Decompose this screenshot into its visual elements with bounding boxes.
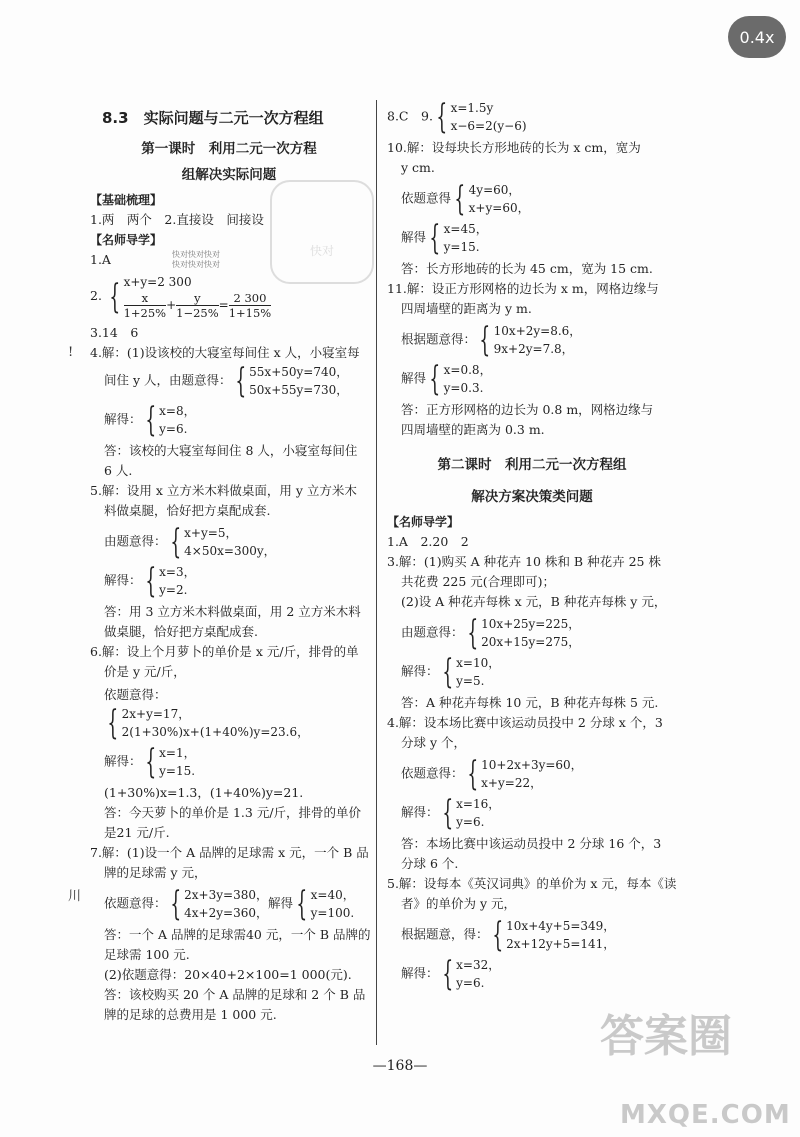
answer-line: 答：该校的大寝室每间住 8 人，小寝室每间住 [104,443,358,458]
equation-block: 依题意得： { 2x+3y=380， 4x+2y=360， 解得 { x=40， y=100. [104,884,355,924]
solution-block: 解得： { x=10， y=5. [401,652,501,692]
section-tag-guide: 【名师导学】 [90,233,163,247]
answer-line: (2)依题意得：20×40+2×100=1 000(元). [104,967,352,982]
lesson1-title-line2: 组解决实际问题 [181,167,277,183]
equation-block: 8.C 9. { x=1.5y x−6=2(y−6) [387,97,527,137]
answer-line: 5.解：设用 x 立方米木料做桌面，用 y 立方米木 [90,483,357,498]
answer-line: 者》的单价为 y 元， [401,896,517,911]
answer-line: 四周墙壁的距离为 0.3 m. [401,422,545,437]
page-number: —168— [372,1058,428,1074]
zoom-indicator[interactable]: 0.4x [728,16,786,58]
equation-block: 由题意得： { x+y=5， 4×50x=300y， [104,522,276,562]
edge-mark: ! [68,345,74,360]
answer-line: (2)设 A 种花卉每株 x 元，B 种花卉每株 y 元， [401,594,667,609]
answer-line: 3.14 6 [90,325,139,340]
answer-line: 4.解：设本场比赛中该运动员投中 2 分球 x 个，3 [387,715,663,730]
right-column [387,96,677,995]
answer-line: 3.解：(1)购买 A 种花卉 10 株和 B 种花卉 25 株 [387,554,661,569]
answer-line: 5.解：设每本《英汉词典》的单价为 x 元，每本《读 [387,876,677,891]
answer-line: 牌的足球的总费用是 1 000 元. [104,1007,277,1022]
solution-block: 解得： { x=32， y=6. [401,954,501,994]
answer-line: 分球 6 个. [401,856,459,871]
equation-block: 间住 y 人，由题意得： { 55x+50y=740， 50x+55y=730， [104,361,349,401]
answer-line: 答：长方形地砖的长为 45 cm，宽为 15 cm. [401,261,653,276]
solution-block: 解得： { x=8， y=6. [104,400,196,440]
equation-block: 依题意得： { 2x+y=17， 2(1+30%)x+(1+40%)y=23.6， [104,687,310,743]
edge-mark: 川 [68,889,82,904]
equation-block: 依题意得 { 4y=60， x+y=60， [401,179,530,219]
solution-block: 解得 { x=45， y=15. [401,218,488,258]
answer-line: (1+30%)x=1.3，(1+40%)y=21. [104,785,304,800]
answer-line: 答：本场比赛中该运动员投中 2 分球 16 个，3 [401,836,662,851]
answer-line: 共花费 225 元(合理即可)； [401,574,556,589]
answer-line: 7.解：(1)设一个 A 品牌的足球需 x 元，一个 B 品 [90,845,369,860]
answer-line: 答：A 种花卉每株 10 元，B 种花卉每株 5 元. [401,695,659,710]
equation-block: 依题意得： { 10+2x+3y=60， x+y=22， [401,754,583,794]
answer-line: 料做桌腿，恰好把方桌配成套. [104,503,271,518]
answer-line: 足球需 100 元. [104,947,190,962]
answer-line: 1.A [90,252,111,267]
answer-line: 答：该校购买 20 个 A 品牌的足球和 2 个 B 品 [104,987,366,1002]
solution-block: 解得 { x=0.8， y=0.3. [401,359,492,399]
answer-line: 答：正方形网格的边长为 0.8 m，网格边缘与 [401,402,654,417]
equation-block: 根据题意，得： { 10x+4y+5=349， 2x+12y+5=141， [401,915,616,955]
answer-line: 答：用 3 立方米木料做桌面，用 2 立方米木料 [104,604,361,619]
watermark-logo: 答案圈 [600,1011,732,1062]
answer-line: 分球 y 个， [401,735,467,750]
answer-line: 答：今天萝卜的单价是 1.3 元/斤，排骨的单价 [104,805,362,820]
answer-line: 价是 y 元/斤， [104,664,186,679]
lesson2-title-line2: 解决方案决策类问题 [471,489,593,505]
answer-line: 1.两 两个 2.直接设 间接设 [90,212,264,227]
answer-line: 6 人. [104,463,133,478]
equation-block: 由题意得： { 10x+25y=225， 20x+15y=275， [401,613,581,653]
answer-line: 四周墙壁的距离为 y m. [401,301,532,316]
answer-line: 6.解：设上个月萝卜的单价是 x 元/斤，排骨的单 [90,644,359,659]
equation-block: 2. { x+y=2 300 $\frac{x}{1+25\%}$ + $\frac{y}{1-25\%}$ = $\frac{2 300}{1+15\%}$ [90,275,272,320]
solution-block: 解得： { x=1， y=15. [104,742,196,782]
solution-block: 解得： { x=3， y=2. [104,561,196,601]
answer-line: 做桌腿，恰好把方桌配成套. [104,624,258,639]
lesson2-title-line1: 第二课时 利用二元一次方程组 [437,457,627,473]
answer-line: 1.A 2.20 2 [387,534,469,549]
answer-line: 10.解：设每块长方形地砖的长为 x cm，宽为 [387,140,641,155]
answer-line: 牌的足球需 y 元， [104,865,207,880]
answer-line: 11.解：设正方形网格的边长为 x m，网格边缘与 [387,281,659,296]
lesson1-title-line1: 第一课时 利用二元一次方程 [141,141,317,157]
tiny-watermark: 快对快对快对 快对快对快对 [172,250,220,269]
solution-block: 解得： { x=16， y=6. [401,793,501,833]
left-column [90,96,371,1025]
equation-block: 根据题意得： { 10x+2y=8.6， 9x+2y=7.8， [401,320,582,360]
section-tag-basics: 【基础梳理】 [90,193,163,207]
answer-line: 答：一个 A 品牌的足球需40 元，一个 B 品牌的 [104,927,371,942]
watermark-stamp: 快对 [270,180,374,284]
answer-line: 是21 元/斤. [104,825,170,840]
section-tag-guide: 【名师导学】 [387,515,460,529]
answer-line: 4.解：(1)设该校的大寝室每间住 x 人，小寝室每 [90,345,360,360]
answer-line: y cm. [401,160,435,175]
section-title: 8.3 实际问题与二元一次方程组 [102,109,324,127]
watermark-site: MXQE.COM [620,1100,791,1130]
column-divider [376,100,377,1045]
